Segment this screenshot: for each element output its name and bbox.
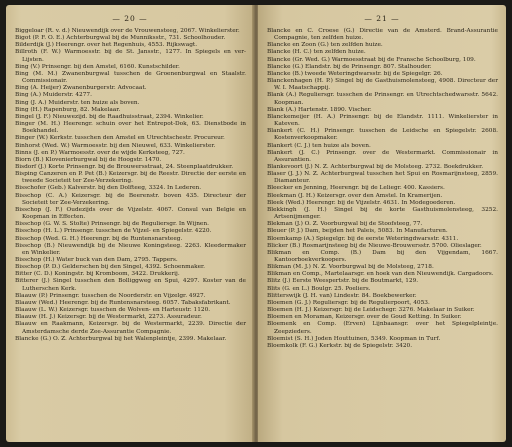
directory-entry: Bloemen en Moraman, Keizersgr. over de Goud Ketting. In Suiker. [267, 314, 462, 321]
directory-entry: Binns (J. en P.) Warmoesstr. over de wijde Kerksteeg, 727. [15, 149, 185, 156]
directory-entry: Bloemenk en Comp. (Erven) Lijnbaansgr. over het Spiegelpleintje. Zeepzieders. [267, 321, 498, 335]
directory-entry: Bisping Canzeren en P. Pet (B.) Keizersgr. bij de Reestr. Directie der eerste en tweede Societeit ter Zee-Verzekering. [15, 171, 246, 185]
directory-entry: Blanckemeijer (H. A.) Prinsengr. bij de Elandstr. 1111. Winkelierster in Kateven. [267, 113, 498, 128]
directory-entry: Blaauw (P.) Prinsengr. tusschen de Noorderstr. en Vijzelgr. 4927. [15, 292, 206, 299]
directory-entry: Blitz (J.) Eerste Weespertstr. bij de Boutmarkt, 129. [267, 278, 419, 285]
directory-entry: Blankevoort (J.) N. Z. Achterburgwal bij de Molsteeg. 2732. Boekdrukker. [267, 163, 484, 170]
directory-entry: Blankert (C. H.) Prinsengr. tusschen de Leidsche en Spiegelstr. 2608. Kostenverkoopmaker. [267, 128, 498, 142]
directory-entry: Blank (A.) Hartenstr. 1890. Vischer. [267, 106, 372, 113]
directory-entry: Blancke (Gr. Wed. G.) Warmoesstraat bij de Fransche Schoolburg, 109. [267, 56, 476, 63]
directory-entry: Blekman (J.) O. Z. Voorburgwal bij de Stoofsteeg, 77. [267, 221, 423, 228]
left-page [6, 5, 254, 442]
directory-entry: Bitter (C. D.) Koningstr. bij Kromboom, 3422. Drukkerij. [15, 271, 180, 278]
directory-entry: Bitterer (J.) Singel tusschen den Bolliggweg en Spui, 4297. Koster van de Lutherschen Kerk. [15, 278, 246, 292]
directory-entry: Bloemkamp (A.) Spiegelgr. bij de eerste Weteringdwarsstr. 4311. [267, 235, 459, 242]
directory-entry: Billroth (F. W.) Warmoesstr. bij de St. Jansstr., 1277. In Spiegels en ver- Lijsten. [15, 49, 246, 63]
directory-entry: Bisdorf (J.) Korte Prinsengr. bij de Brouwersstraat, 24. Steenplaatdrukker. [15, 163, 234, 170]
directory-entry: Blikman en Comp., Martelaarsgr. en hoek van den Nieuwendijk. Cargadoors. [267, 271, 494, 278]
directory-entry: Blaauw (Wed.) Heerengr. bij de Runtensnarsteeg. 6057. Tabaksfabrikant. [15, 299, 231, 306]
directory-entry: Blancke en Zoon (G.) ten zelfden huize. [267, 42, 383, 49]
directory-entry: Bloemkolk (F. G.) Kerkstr. bij de Spiegelstr. 3420. [267, 342, 413, 349]
directory-entry: Bing (M. M.) Zwanenburgwal tusschen de Groenenburgwal en Staalstr. Commissionair. [15, 70, 246, 85]
directory-entry: Bleek (Wed.) Heerengr. bij de Vijzelstr. 4631. In Modegoederen. [267, 199, 456, 206]
directory-entry: Bing (J. A.) Muiderstr. ten huize als boven. [15, 99, 140, 106]
directory-entry: Bing (H.) Rapenburg, 82. Makelaar. [15, 106, 121, 113]
directory-entry: Blankert (C. J.) ten huize als boven. [267, 142, 371, 149]
directory-entry: Blitterswijk (J. H. van) Lindestr. 84. Boekbewerker. [267, 292, 417, 299]
directory-entry: Blankert (J. C.) Prinsengr. over de Westermarkt. Commissionair in Assurantien. [267, 149, 498, 163]
directory-entry: Blancke (G.) O. Z. Achterburgwal bij het Walenpleintje, 2399. Makelaar. [15, 335, 227, 342]
directory-entry: Bleuer (P. J.) Dam, beijden het Paleis, 5083. In Manufacturen. [267, 228, 448, 235]
directory-entry: Blikman (M. J.) N. Z. Voorburgwal bij de Molsteeg, 2718. [267, 264, 434, 271]
directory-entry: Blancke en C. Croese (G.) Directie van de Amsterd. Brand-Assurantie Compagnie, ten zelfden huize. [267, 28, 498, 42]
directory-entry: Bing (A. Heijer) Zwanenburgerstr. Advocaat. [15, 85, 147, 92]
directory-entry: Bisschofer (Geb.) Kalverstr. bij den Dolfteeg, 3324. In Lederen. [15, 185, 202, 192]
directory-entry: Blicker (B.) Rosmarijnsteeg bij de Nieuwe-Brouwersstr. 5700. Olieslager. [267, 242, 482, 249]
directory-entry: Blancke (B.) tweede Weteringdwarsstr. bij de Spiegelgr. 26. [267, 70, 443, 77]
open-book [6, 5, 506, 442]
directory-entry: Bisschop (J. F.) Oudezijds over de Vijzelstr. 4067. Consul van Belgie en Koopman in Effecten. [15, 206, 246, 221]
directory-entry: Bilderdijk (J.) Heerengr. over het Regenhuis, 4553. Rijkswagt. [15, 42, 198, 49]
directory-entry: Bingel (J. F.) Nieuwezijd. bij de Raadhuisstraat, 2394. Winkelier. [15, 113, 204, 120]
directory-entry: Bigot (P. F. O. E.) Achterburgwal bij de Munniksstr., 731. Schoolhouder. [15, 35, 226, 42]
directory-entry: Bleecker en Jenning, Heerengr. bij de Leliegr. 400. Kassiers. [267, 185, 445, 192]
directory-entry: Blikman en Comp. (B.) Dam bij den Vijgendam, 1667. Kantoorboekverkoopers. [267, 249, 498, 263]
directory-entry: Blaser (J. J.) N. Z. Achterburgwal tusschen het Spui en Rosmarijnsteeg, 2859. Diamanteur. [267, 171, 498, 185]
page-number-left: — 20 — [112, 14, 148, 23]
directory-entry: Blekkingh (J. H.) Singel bij de korte Gasthuismolensteeg, 3252. Artsenijmenger. [267, 206, 498, 221]
directory-entry: Bing (A.) Muiderstr. 4277. [15, 92, 92, 99]
directory-entries-left [15, 28, 246, 343]
directory-entry: Blits (G. en L.) Boulgr. 25. Poeliers. [267, 285, 371, 292]
directory-entry: Bisschop (Wed. G. H.) Heerengr. bij de Runtensnarsteeg. [15, 235, 183, 242]
directory-entry: Blanckenhagen (H. P.) Singel bij de Gasthuismolensteeg, 4908. Directeur der W. I. Maatschappij. [267, 78, 498, 92]
directory-entry: Bisschop (G. W. S. Stolte) Prinsengr. bij de Reguliersgr. In Wijnen. [15, 221, 209, 228]
directory-entry: Bing (V.) Prinsengr. bij den Amstel, 6160. Kunstschilder. [15, 63, 180, 70]
directory-entry: Biggeloar (R. v. d.) Nieuwendijk over de Vrouwensteeg, 2067. Winkelierster. [15, 28, 240, 34]
directory-entry: Bisschop (H. L.) Prinsengr. tusschen de Vijzel- en Spiegelstr. 4220. [15, 228, 212, 235]
directory-entry: Binger (W.) Kerkstr. tusschen den Amstel en Utrechtschestr. Procureur. [15, 135, 225, 142]
directory-entry: Binhorst (Wed. W.) Warmoesstr. bij den Nieuwel, 633. Winkelierster. [15, 142, 216, 149]
directory-entry: Binger (M. H.) Heerengr. schuin over het Entrepot-Dok, 63. Dienstbode in Boekhandel. [15, 121, 246, 135]
directory-entries-right [267, 28, 498, 350]
directory-entry: Blancke (G.) Elandstr. bij de Prinsengr. 807. Stalhouder. [267, 63, 432, 70]
directory-entry: Bloemist (S. H.) Joden Houttuinen, 5349. Koopman in Turf. [267, 335, 441, 342]
directory-entry: Bisschop (H.) Water buck van den Dam, 2795. Tappers. [15, 257, 178, 263]
directory-entry: Bisschop (C. A.) Keizersgr. bij de Beerenstr. boven 435. Directeur der Societeit ter Zee-Verzekering. [15, 192, 246, 206]
page-number-right: — 21 — [364, 14, 400, 23]
directory-entry: Blaauw (H. J.) Keizersgr. bij de Westermarkt, 2273. Assuradeur. [15, 314, 202, 321]
directory-entry: Blaauw en Raakmann, Keizersgr. bij de Westermarkt, 2239. Directie der Amsterdamsche derde Zee-Assurantie Compagnie. [15, 321, 246, 335]
directory-entry: Bloemen (H. J.) Keizersgr. bij de Leidschegr. 3276. Makelaar in Suiker. [267, 307, 475, 314]
directory-entry: Blank (A.) Reguliersgr. tusschen de Prinsengr. en Utrechtschedwarsstr. 5642. Koopman. [267, 92, 498, 106]
right-page [258, 5, 506, 442]
directory-entry: Bisschop (B.) Nieuwendijk bij de Nieuwe Koningsteeg. 2263. Kleedermaker en Winkelier. [15, 242, 246, 256]
directory-entry: Bleekman (J. H.) Keizersgr. over den Amstel. In Kramerijen. [267, 192, 443, 199]
directory-entry: Bisschop (P. D.) Gelderschen bij den Singel, 4392. Schoenmaker. [15, 264, 206, 271]
directory-entry: Blancke (H. C.) ten zelfden huize. [267, 49, 366, 56]
directory-entry: Blaauw (L. W.) Keizersgr. tusschen de Wolven- en Harteustr. 1120. [15, 307, 211, 314]
directory-entry: Biorn (B.) Klovenierburgwal bij de Hoogstr. 1470. [15, 156, 162, 163]
directory-entry: Bloemen (G. J.) Reguliersgr. bij de Regulierpoort, 4053. [267, 299, 430, 306]
